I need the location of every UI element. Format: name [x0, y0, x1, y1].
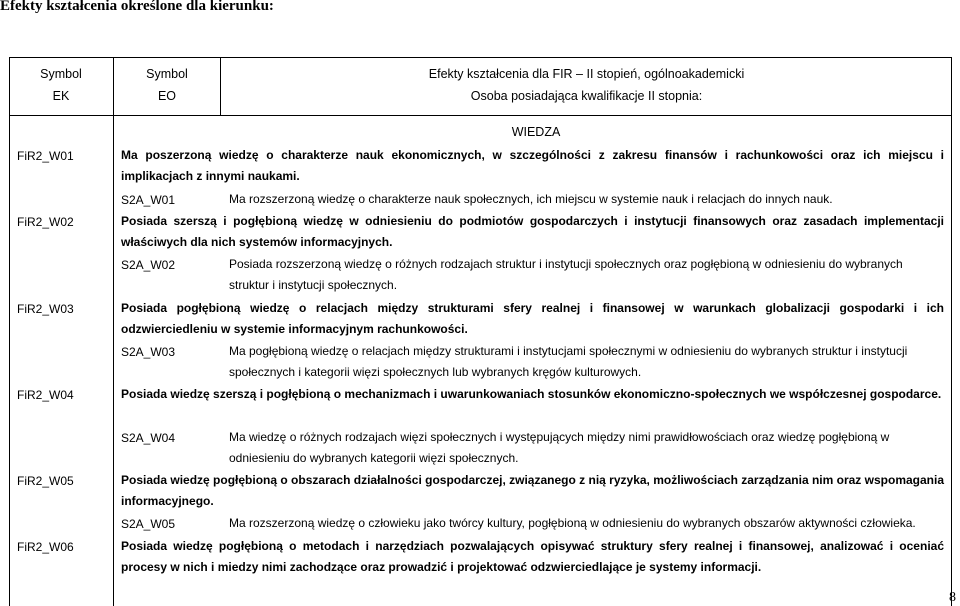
header-outcomes-subtitle: Osoba posiadająca kwalifikacje II stopnia:	[470, 89, 703, 103]
header-symbol-ek-1: Symbol	[40, 67, 82, 81]
column-divider-2	[220, 57, 221, 115]
ek-code-w01: FiR2_W01	[17, 149, 74, 163]
eo-text-w05: Ma rozszerzoną wiedzę o człowieku jako twórcy kultury, pogłębioną w odniesieniu do wybranych obszarów aktywności człowieka.	[229, 516, 916, 530]
outcome-text-w04: Posiada wiedzę szerszą i pogłębioną o mechanizmach i uwarunkowaniach stosunków ekonomiczno-społecznych we współczesnej gospodarce.	[121, 387, 942, 401]
header-symbol-eo-2: EO	[157, 89, 177, 103]
ek-code-w06: FiR2_W06	[17, 540, 74, 554]
header-symbol-eo-1: Symbol	[146, 67, 188, 81]
eo-text-w03: Ma pogłębioną wiedzę o relacjach między strukturami i instytucjami społecznymi w odniesieniu do wybranych struktur i instytucji społecznych i kategorii więzi społecznych lub wybranych kręgów kulturowych.	[229, 344, 908, 379]
section-title-wiedza: WIEDZA	[511, 125, 561, 139]
ek-code-w03: FiR2_W03	[17, 302, 74, 316]
outcome-text-w01: Ma poszerzoną wiedzę o charakterze nauk ekonomicznych, w szczególności z zakresu finansów i rachunkowości oraz ich miejscu i implikacjach z innymi naukami.	[121, 148, 944, 183]
eo-code-w01: S2A_W01	[121, 193, 176, 207]
outcome-text-w06: Posiada wiedzę pogłębioną o metodach i narzędziach pozwalających opisywać struktury sfery realnej i finansowej, analizować i oceniać procesy w nich i miedzy nimi zachodzące oraz prowadzić i projektować odzwierciedlające je systemy informacji.	[121, 539, 944, 574]
eo-text-w01: Ma rozszerzoną wiedzę o charakterze nauk społecznych, ich miejscu w systemie nauk i relacjach do innych nauk.	[229, 192, 833, 206]
header-divider	[9, 115, 952, 116]
page-heading: Efekty kształcenia określone dla kierunku:	[0, 0, 274, 14]
ek-code-w05: FiR2_W05	[17, 474, 74, 488]
eo-text-w02: Posiada rozszerzoną wiedzę o różnych rodzajach struktur i instytucji społecznych oraz pogłębioną w odniesieniu do wybranych struktur i instytucji społecznych.	[229, 257, 903, 292]
column-divider-1	[113, 57, 114, 606]
ek-code-w04: FiR2_W04	[17, 388, 74, 402]
eo-code-w05: S2A_W05	[121, 517, 176, 531]
eo-code-w04: S2A_W04	[121, 431, 176, 445]
outcome-text-w05: Posiada wiedzę pogłębioną o obszarach działalności gospodarczej, związanego z nią ryzyka, możliwościach zarządzania nim oraz wspomagania informacyjnego.	[121, 473, 944, 508]
header-outcomes-title: Efekty kształcenia dla FIR – II stopień, ogólnoakademicki	[428, 67, 745, 81]
eo-code-w02: S2A_W02	[121, 258, 176, 272]
ek-code-w02: FiR2_W02	[17, 215, 74, 229]
outcome-text-w03: Posiada pogłębioną wiedzę o relacjach między strukturami sfery realnej i finansowej w warunkach globalizacji gospodarki i ich odzwierciedleniu w systemie informacyjnym rachunkowości.	[121, 301, 944, 336]
outcome-text-w02: Posiada szerszą i pogłębioną wiedzę w odniesieniu do podmiotów gospodarczych i instytucji finansowych oraz zasadach implementacji właściwych dla nich systemów informacyjnych.	[121, 214, 944, 249]
eo-code-w03: S2A_W03	[121, 345, 176, 359]
page-number: 8	[949, 590, 956, 605]
eo-text-w04: Ma wiedzę o różnych rodzajach więzi społecznych i występujących między nimi prawidłowościach oraz wiedzę pogłębioną w odniesieniu do wybranych kategorii więzi społecznych.	[229, 430, 890, 465]
header-symbol-ek-2: EK	[52, 89, 70, 103]
